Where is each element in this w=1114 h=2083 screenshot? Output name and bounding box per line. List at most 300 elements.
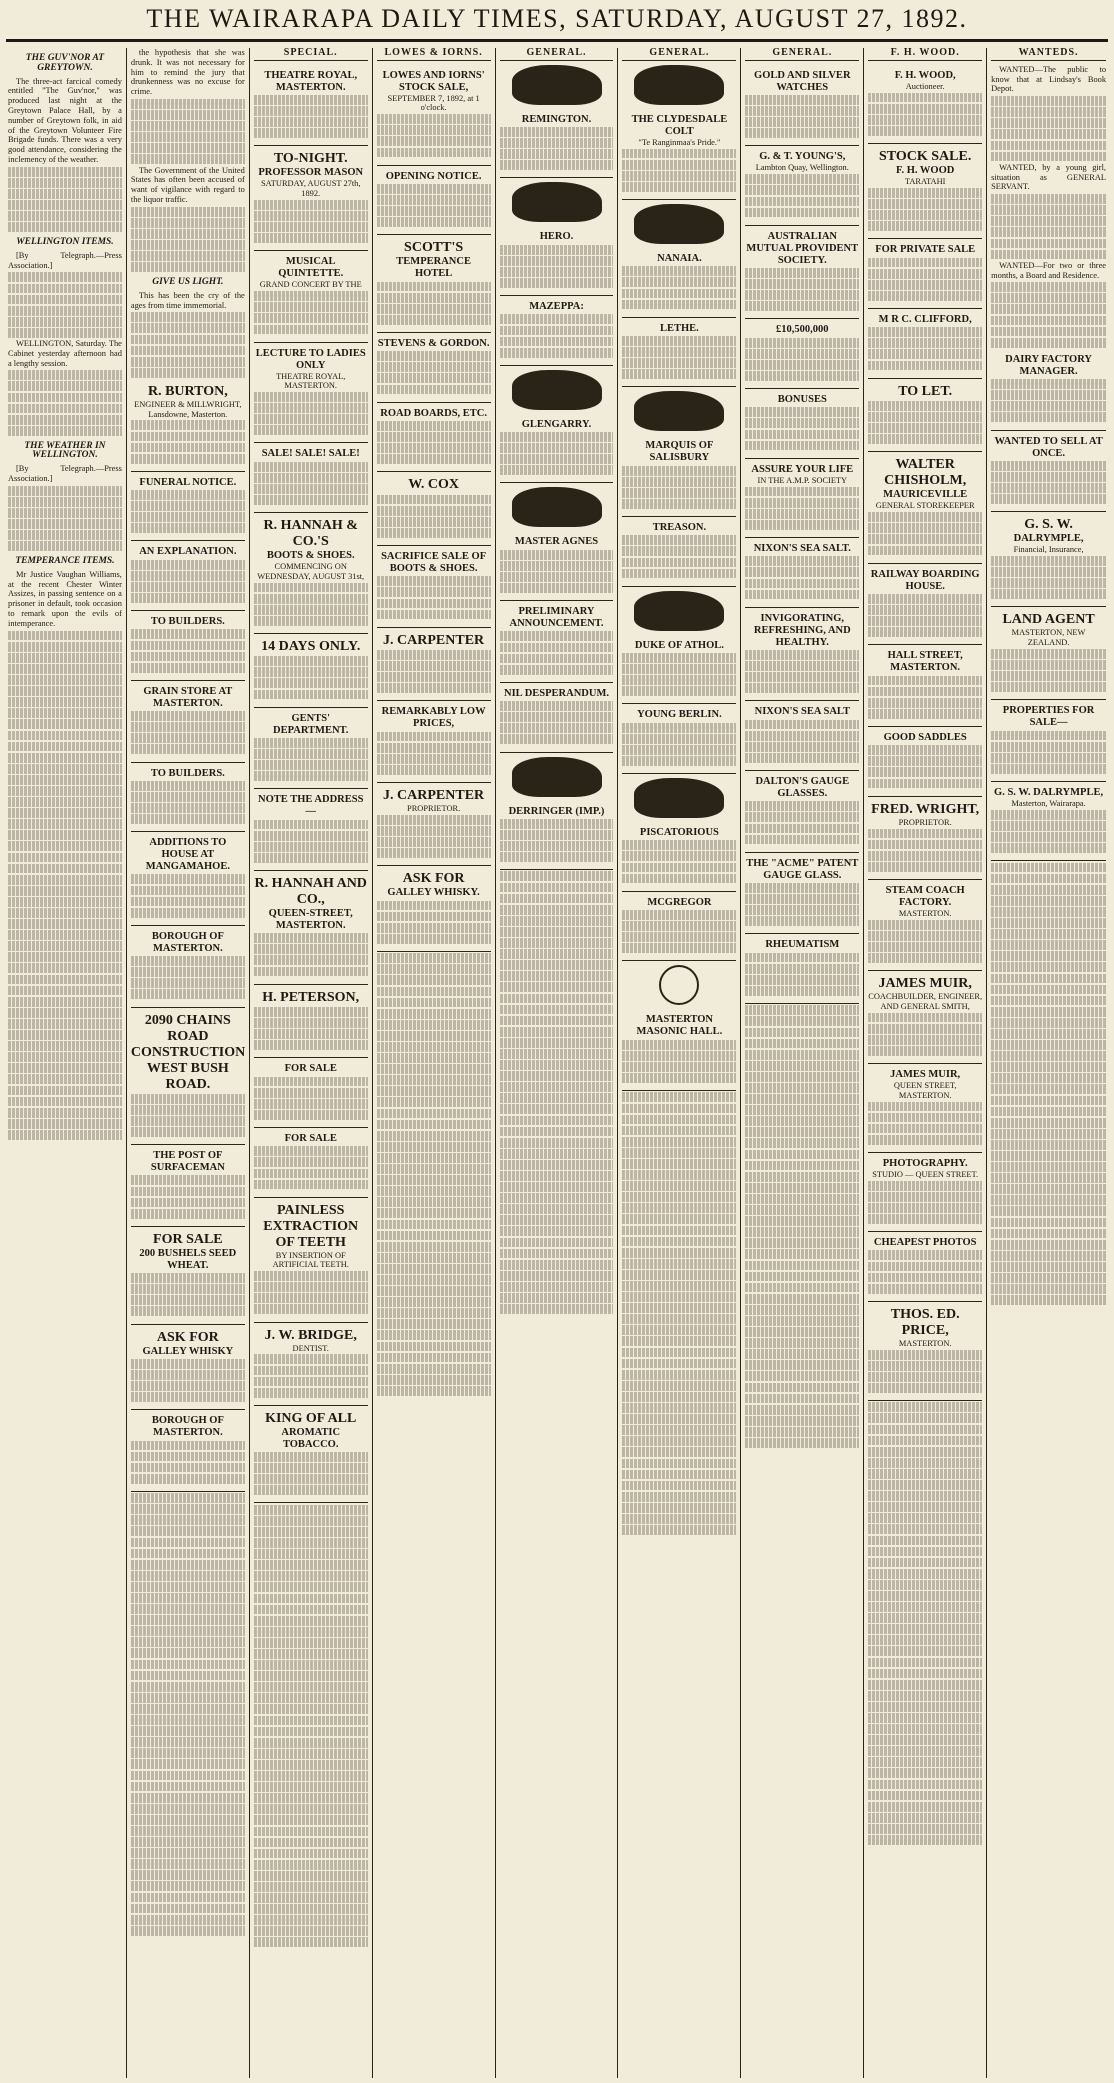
text-line xyxy=(8,295,122,305)
text-line xyxy=(745,509,859,519)
text-line xyxy=(254,820,368,830)
advertisement xyxy=(868,1064,982,1153)
text-line xyxy=(745,1316,859,1326)
text-line xyxy=(8,908,122,918)
text-line xyxy=(745,197,859,207)
ad-subheadline: TO BUILDERS. xyxy=(150,616,225,628)
text-line xyxy=(377,195,491,205)
text-line xyxy=(991,1040,1106,1050)
text-line xyxy=(868,862,982,872)
text-line xyxy=(745,1161,859,1171)
text-line xyxy=(131,1284,245,1294)
ad-subheadline: GALLEY WHISKY. xyxy=(387,887,480,899)
text-line xyxy=(131,523,245,533)
text-line xyxy=(868,709,982,719)
text-line xyxy=(377,1020,491,1030)
text-line xyxy=(622,863,736,873)
ad-subheadline: STEAM COACH FACTORY. xyxy=(885,884,965,908)
text-line xyxy=(745,1438,859,1448)
text-line xyxy=(991,940,1106,950)
text-line xyxy=(377,1131,491,1141)
ad-headline: J. CARPENTER xyxy=(383,632,485,648)
text-line xyxy=(991,896,1106,906)
text-line xyxy=(254,1638,368,1648)
text-line xyxy=(254,1727,368,1737)
text-line xyxy=(745,95,859,105)
text-line xyxy=(131,792,245,802)
text-line xyxy=(254,1749,368,1759)
text-line xyxy=(500,971,614,981)
text-line xyxy=(622,1092,736,1102)
text-line xyxy=(131,956,245,966)
ad-headline: FRED. WRIGHT, xyxy=(871,801,980,817)
text-line xyxy=(377,184,491,194)
text-line xyxy=(254,1527,368,1537)
text-line xyxy=(868,115,982,125)
text-line xyxy=(131,1474,245,1484)
text-line xyxy=(131,110,245,120)
text-line xyxy=(991,141,1106,151)
text-line xyxy=(500,267,614,277)
text-line xyxy=(377,1231,491,1241)
text-line xyxy=(868,512,982,522)
ad-subheadline: DERRINGER (IMP.) xyxy=(508,805,605,817)
text-line xyxy=(500,245,614,255)
text-line xyxy=(991,764,1106,774)
horse-illustration xyxy=(634,65,724,105)
text-line xyxy=(991,1162,1106,1172)
text-line xyxy=(991,472,1106,482)
text-line xyxy=(377,1042,491,1052)
text-line xyxy=(991,494,1106,504)
ad-subheadline: INVIGORATING, REFRESHING, AND HEALTHY. xyxy=(753,612,851,648)
text-line xyxy=(622,1481,736,1491)
text-line xyxy=(622,369,736,379)
ad-detail: Masterton, Wairarapa. xyxy=(1011,799,1086,808)
text-line xyxy=(745,1383,859,1393)
text-line xyxy=(991,129,1106,139)
text-line xyxy=(868,616,982,626)
text-line xyxy=(868,1425,982,1435)
text-line xyxy=(254,616,368,626)
text-line xyxy=(622,1436,736,1446)
text-line xyxy=(991,1195,1106,1205)
text-line xyxy=(622,535,736,545)
text-line xyxy=(131,967,245,977)
text-line xyxy=(8,775,122,785)
text-line xyxy=(254,955,368,965)
text-line xyxy=(500,127,614,137)
text-line xyxy=(622,1348,736,1358)
text-line xyxy=(868,779,982,789)
text-line xyxy=(254,392,368,402)
advertisement xyxy=(991,431,1106,513)
text-line xyxy=(868,1502,982,1512)
text-line xyxy=(622,488,736,498)
ad-headline: J. W. BRIDGE, xyxy=(264,1327,357,1343)
text-line xyxy=(991,1096,1106,1106)
text-line xyxy=(131,593,245,603)
ad-subheadline: ASSURE YOUR LIFE xyxy=(751,463,854,475)
text-line xyxy=(377,923,491,933)
column-8 xyxy=(864,48,987,2078)
text-line xyxy=(131,1463,245,1473)
text-line xyxy=(622,1073,736,1083)
advertisement xyxy=(377,166,491,236)
text-line xyxy=(131,1175,245,1185)
text-line xyxy=(131,454,245,464)
text-line xyxy=(991,1107,1106,1117)
text-line xyxy=(500,149,614,159)
text-line xyxy=(500,1271,614,1281)
advertisement xyxy=(991,782,1106,861)
text-line xyxy=(500,1171,614,1181)
text-line xyxy=(131,490,245,500)
text-line xyxy=(131,240,245,250)
column-5 xyxy=(496,48,619,2078)
text-line xyxy=(131,1704,245,1714)
text-line xyxy=(131,1660,245,1670)
text-line xyxy=(131,1187,245,1197)
text-line xyxy=(254,605,368,615)
advertisement xyxy=(131,1410,245,1492)
text-line xyxy=(745,953,859,963)
text-line xyxy=(868,1350,982,1360)
text-line xyxy=(745,801,859,811)
text-line xyxy=(868,851,982,861)
text-line xyxy=(991,863,1106,873)
text-line xyxy=(131,1571,245,1581)
ad-subheadline: THE POST OF SURFACEMAN xyxy=(150,1150,225,1174)
text-line xyxy=(868,687,982,697)
text-line xyxy=(991,649,1106,659)
text-line xyxy=(500,1149,614,1159)
text-line xyxy=(745,1016,859,1026)
text-line xyxy=(622,1414,736,1424)
text-line xyxy=(868,1447,982,1457)
text-line xyxy=(377,1308,491,1318)
text-line xyxy=(991,461,1106,471)
text-line xyxy=(500,1193,614,1203)
text-line xyxy=(377,975,491,985)
advertisement xyxy=(868,1302,982,1401)
text-line xyxy=(254,414,368,424)
text-line xyxy=(8,997,122,1007)
text-line xyxy=(131,1893,245,1903)
advertisement xyxy=(622,635,736,705)
text-line xyxy=(254,200,368,210)
text-line xyxy=(991,1051,1106,1061)
text-line xyxy=(991,401,1106,411)
text-line xyxy=(868,1458,982,1468)
text-line xyxy=(254,1693,368,1703)
ad-detail: PROPRIETOR. xyxy=(898,817,952,827)
text-line xyxy=(131,1881,245,1891)
text-line xyxy=(131,722,245,732)
text-line xyxy=(8,830,122,840)
text-line xyxy=(991,1151,1106,1161)
article-paragraph: WELLINGTON, Saturday. The Cabinet yesterday afternoon had a lengthy session. xyxy=(8,338,122,368)
text-line xyxy=(131,1273,245,1283)
text-line xyxy=(254,1893,368,1903)
text-line xyxy=(868,1691,982,1701)
text-line xyxy=(131,1759,245,1769)
text-line xyxy=(745,1283,859,1293)
advertisement xyxy=(254,343,368,444)
text-line xyxy=(377,125,491,135)
text-line xyxy=(377,373,491,383)
text-line xyxy=(745,905,859,915)
text-line xyxy=(131,1504,245,1514)
text-line xyxy=(131,1116,245,1126)
advertisement xyxy=(131,926,245,1008)
text-line xyxy=(991,1206,1106,1216)
text-line xyxy=(868,423,982,433)
text-line xyxy=(991,379,1106,389)
text-line xyxy=(868,605,982,615)
text-line xyxy=(745,520,859,530)
advertisement xyxy=(254,513,368,634)
text-line xyxy=(8,317,122,327)
text-line xyxy=(500,938,614,948)
text-line xyxy=(131,1837,245,1847)
text-line xyxy=(991,843,1106,853)
columns-container xyxy=(4,48,1110,2078)
text-line xyxy=(868,1469,982,1479)
text-line xyxy=(254,291,368,301)
advertisement xyxy=(622,892,736,962)
text-line xyxy=(622,1303,736,1313)
advertisement xyxy=(254,443,368,513)
text-line xyxy=(745,1205,859,1215)
ad-subheadline: FOR SALE xyxy=(284,1133,337,1145)
ad-subheadline: FOR PRIVATE SALE xyxy=(875,244,976,256)
text-line xyxy=(622,1503,736,1513)
text-line xyxy=(8,986,122,996)
advertisement xyxy=(500,226,614,296)
text-line xyxy=(377,998,491,1008)
advertisement xyxy=(991,349,1106,431)
text-line xyxy=(254,1110,368,1120)
ad-subheadline: HERO. xyxy=(539,231,574,243)
text-line xyxy=(254,211,368,221)
text-line xyxy=(868,756,982,766)
text-line xyxy=(868,401,982,411)
text-line xyxy=(131,1648,245,1658)
text-line xyxy=(745,1183,859,1193)
ad-subheadline: MAZEPPA: xyxy=(529,301,584,313)
horse-illustration xyxy=(512,65,602,105)
text-line xyxy=(377,1286,491,1296)
text-line xyxy=(254,1771,368,1781)
text-line xyxy=(991,316,1106,326)
advertisement xyxy=(868,971,982,1064)
text-line xyxy=(500,550,614,560)
text-line xyxy=(745,1116,859,1126)
text-line xyxy=(745,1338,859,1348)
text-line xyxy=(131,121,245,131)
text-line xyxy=(622,1214,736,1224)
text-line xyxy=(8,786,122,796)
text-line xyxy=(131,1815,245,1825)
section-title: THE WEATHER IN WELLINGTON. xyxy=(24,440,106,461)
text-line xyxy=(377,1220,491,1230)
text-line xyxy=(377,683,491,693)
text-line xyxy=(377,1208,491,1218)
text-line xyxy=(131,1637,245,1647)
text-line xyxy=(868,210,982,220)
text-line xyxy=(991,1240,1106,1250)
text-line xyxy=(377,1364,491,1374)
horse-illustration xyxy=(512,370,602,410)
text-line xyxy=(131,1737,245,1747)
text-line xyxy=(8,178,122,188)
text-line xyxy=(622,1336,736,1346)
text-line xyxy=(991,1073,1106,1083)
ad-subheadline: PROFESSOR MASON xyxy=(258,167,364,179)
text-line xyxy=(500,160,614,170)
text-line xyxy=(254,1760,368,1770)
text-line xyxy=(8,497,122,507)
ad-subheadline: GLENGARRY. xyxy=(521,418,592,430)
text-line xyxy=(868,1102,982,1112)
ad-headline: R. HANNAH AND CO., xyxy=(254,876,367,907)
text-line xyxy=(745,487,859,497)
advertisement xyxy=(377,65,491,166)
text-line xyxy=(131,1826,245,1836)
ad-subheadline: MARQUIS OF SALISBURY xyxy=(645,440,714,464)
text-line xyxy=(868,676,982,686)
ad-headline: PAINLESS EXTRACTION OF TEETH xyxy=(263,1202,359,1250)
text-line xyxy=(8,941,122,951)
text-line xyxy=(622,653,736,663)
text-line xyxy=(254,1377,368,1387)
text-line xyxy=(868,1273,982,1283)
text-line xyxy=(745,812,859,822)
text-line xyxy=(622,300,736,310)
text-line xyxy=(745,1227,859,1237)
text-line xyxy=(991,293,1106,303)
text-line xyxy=(868,1613,982,1623)
advertisement xyxy=(745,319,859,389)
text-line xyxy=(131,251,245,261)
text-line xyxy=(868,1713,982,1723)
text-line xyxy=(500,994,614,1004)
advertisement xyxy=(254,708,368,790)
text-line xyxy=(868,1635,982,1645)
text-line xyxy=(131,652,245,662)
text-line xyxy=(377,1153,491,1163)
text-line xyxy=(745,349,859,359)
text-line xyxy=(254,1605,368,1615)
text-line xyxy=(254,842,368,852)
text-line xyxy=(622,874,736,884)
text-line xyxy=(868,1757,982,1767)
text-line xyxy=(8,1030,122,1040)
text-line xyxy=(622,1181,736,1191)
advertisement xyxy=(377,403,491,473)
text-line xyxy=(254,462,368,472)
advertisement xyxy=(254,1128,368,1198)
text-line xyxy=(622,1292,736,1302)
text-line xyxy=(8,200,122,210)
text-line xyxy=(377,385,491,395)
text-line xyxy=(868,327,982,337)
text-line xyxy=(745,1216,859,1226)
text-line xyxy=(500,1160,614,1170)
text-line xyxy=(254,1804,368,1814)
text-line xyxy=(377,304,491,314)
advertisement xyxy=(622,109,736,200)
text-line xyxy=(500,337,614,347)
column-7 xyxy=(741,48,864,2078)
text-line xyxy=(868,1724,982,1734)
advertisement xyxy=(254,65,368,147)
text-line xyxy=(868,942,982,952)
ad-subheadline: NANAIA. xyxy=(657,253,702,265)
text-line xyxy=(500,905,614,915)
advertisement xyxy=(131,1325,245,1411)
ad-detail: MASTERTON. xyxy=(898,1338,952,1348)
text-line xyxy=(868,1558,982,1568)
text-line xyxy=(8,963,122,973)
ad-subheadline: HALL STREET, MASTERTON. xyxy=(887,650,963,674)
text-line xyxy=(991,885,1106,895)
text-line xyxy=(991,1229,1106,1239)
text-line xyxy=(8,1019,122,1029)
text-line xyxy=(131,781,245,791)
ad-subheadline: MASTERTON MASONIC HALL. xyxy=(636,1014,723,1038)
text-line xyxy=(991,682,1106,692)
text-line xyxy=(622,1159,736,1169)
text-line xyxy=(868,1113,982,1123)
text-line xyxy=(622,1104,736,1114)
text-line xyxy=(377,1142,491,1152)
text-line xyxy=(254,1157,368,1167)
text-line xyxy=(131,1198,245,1208)
text-line xyxy=(500,443,614,453)
text-line xyxy=(622,1392,736,1402)
ad-headline: G. S. W. xyxy=(1024,517,1073,533)
text-line xyxy=(500,916,614,926)
text-line xyxy=(500,830,614,840)
text-line xyxy=(622,160,736,170)
text-line xyxy=(868,1702,982,1712)
masthead-rule xyxy=(6,39,1108,42)
ad-subheadline: F. H. WOOD xyxy=(896,165,955,177)
text-line xyxy=(131,874,245,884)
text-line xyxy=(745,720,859,730)
ad-headline: R. BURTON, xyxy=(147,383,228,399)
text-line xyxy=(745,338,859,348)
text-line xyxy=(254,117,368,127)
text-line xyxy=(991,1129,1106,1139)
text-line xyxy=(622,1359,736,1369)
text-line xyxy=(131,1682,245,1692)
text-line xyxy=(254,738,368,748)
text-line xyxy=(8,753,122,763)
text-line xyxy=(500,871,614,881)
column-heading: GENERAL. xyxy=(745,48,859,61)
text-line xyxy=(254,1271,368,1281)
text-line xyxy=(377,587,491,597)
ad-subheadline: ADDITIONS TO HOUSE AT MANGAMAHOE. xyxy=(145,837,230,873)
ad-subheadline: TO BUILDERS. xyxy=(150,767,225,779)
text-line xyxy=(991,1184,1106,1194)
text-line xyxy=(991,412,1106,422)
text-line xyxy=(745,894,859,904)
text-line xyxy=(254,1169,368,1179)
